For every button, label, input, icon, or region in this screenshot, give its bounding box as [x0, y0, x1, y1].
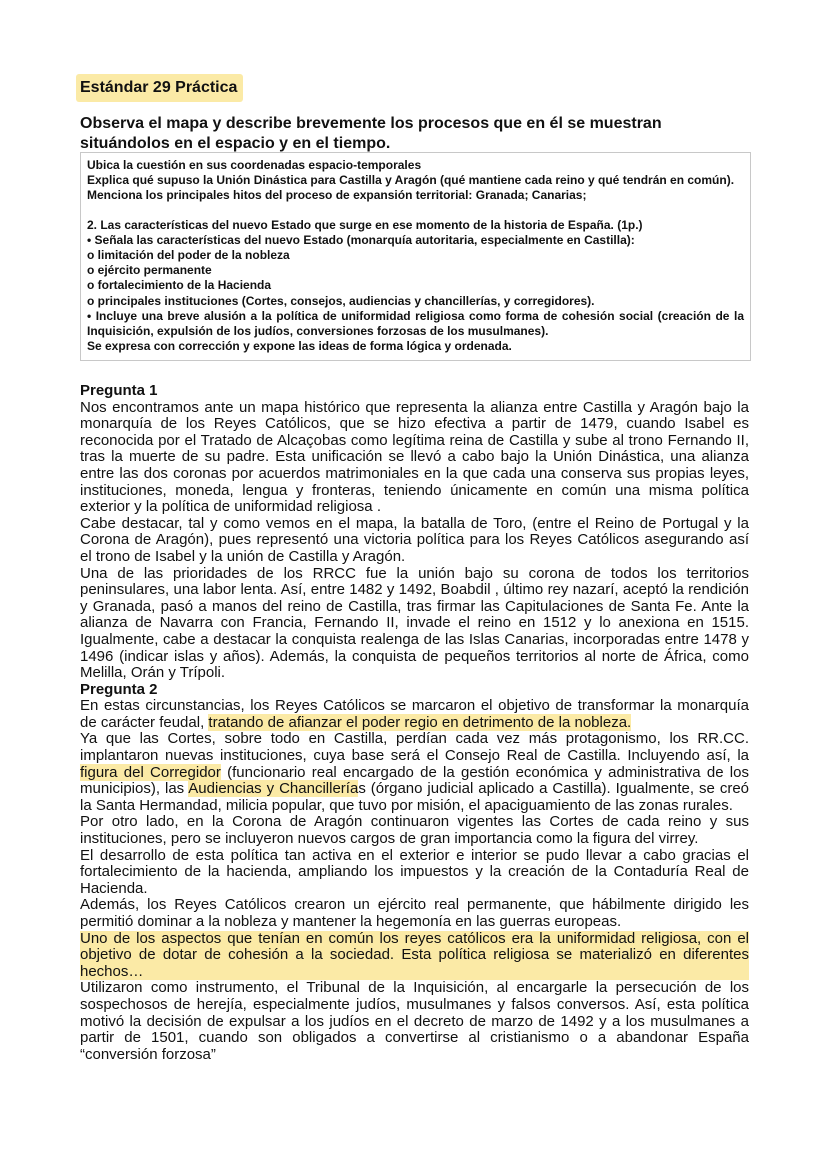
standard-title: Estándar 29 Práctica [76, 74, 243, 102]
q2-text: Ya que las Cortes, sobre todo en Castilla, perdían cada vez más protagonismo, los RR.CC. implantaron nuevas instituciones, cuya base será el Consejo Real de Castilla. Incluyendo así, la [80, 730, 749, 765]
q2-paragraph [80, 698, 749, 731]
criteria-line: Se expresa con corrección y expone las ideas de forma lógica y ordenada. [87, 339, 512, 354]
criteria-line: Ubica la cuestión en sus coordenadas espacio-temporales [87, 158, 422, 172]
exercise-instruction: Observa el mapa y describe brevemente los procesos que en él se muestran situándolos en el espacio y en el tiempo. [80, 115, 662, 152]
q2-paragraph: Utilizaron como instrumento, el Tribunal de la Inquisición, al encargarle la persecución de los sospechosos de herejía, especialmente judíos, musulmanes y falsos conversos. Así, esta política motivó la decisión de expulsar a los judíos en el decreto de marzo de 1492 y a los musulmanes a partir de 1501, cuando son obligados a convertirse al cristianismo o a abandonar España “conversión forzosa” [80, 979, 749, 1063]
highlighted-text: figura del Corregidor [80, 763, 221, 781]
q2-paragraph [80, 731, 749, 814]
criteria-line: • Señala las características del nuevo Estado (monarquía autoritaria, especialmente en Castilla): [87, 232, 635, 247]
q2-paragraph: Por otro lado, en la Corona de Aragón continuaron vigentes las Cortes de cada reino y sus instituciones, pero se incluyeron nuevos cargos de gran importancia como la figura del virrey. [80, 813, 749, 848]
question-1-title: Pregunta 1 [80, 382, 158, 399]
criteria-line: Explica qué supuso la Unión Dinástica para Castilla y Aragón (qué mantiene cada reino y qué tendrán en común). [87, 173, 735, 188]
q1-paragraph: Una de las prioridades de los RRCC fue la unión bajo su corona de todos los territorios peninsulares, una labor lenta. Así, entre 1482 y 1492, Boabdil , último rey nazarí, aceptó la rendición y Granada, pasó a manos del reino de Castilla, tras firmar las Capitulaciones de Santa Fe. Ante la alianza de Navarra con Francia, Fernando II, invade el reino en 1512 y lo anexiona en 1515. Igualmente, cabe a destacar la conquista realenga de las Islas Canarias, incorporadas entre 1478 y 1496 (indicar islas y años). Además, la conquista de pequeños territorios al norte de África, como Melilla, Orán y Trípoli. [80, 564, 749, 682]
q2-paragraph: El desarrollo de esta política tan activa en el exterior e interior se pudo llevar a cabo gracias el fortalecimiento de la hacienda, ampliando los impuestos y la creación de la Contaduría Real de Hacienda. [80, 846, 749, 897]
criteria-line: o ejército permanente [87, 263, 212, 278]
q1-paragraph: Cabe destacar, tal y como vemos en el mapa, la batalla de Toro, (entre el Reino de Portugal y la Corona de Aragón), pues representó una victoria política para los Reyes Católicos asegurando así el trono de Isabel y la unión de Castilla y Aragón. [80, 514, 749, 565]
answers-section [80, 383, 749, 1063]
criteria-line: • Incluye una breve alusión a la política de uniformidad religiosa como forma de cohesión social (creación de la Inquisición, expulsión de los judíos, conversiones forzosas de los musulmanes). [87, 308, 744, 339]
highlighted-text: Audiencias y Chancillería [188, 780, 359, 798]
q2-text: s (órgano judicial aplicado a Castilla). Igualmente, se creó la Santa Hermandad, milicia popular, que tuvo por misión, el apaciguamiento de las zonas rurales. [80, 780, 750, 814]
highlighted-text: tratando de afianzar el poder regio en detrimento de la nobleza. [208, 713, 632, 731]
highlighted-paragraph: Uno de los aspectos que tenían en común los reyes católicos era la uniformidad religiosa, con el objetivo de dotar de cohesión a la sociedad. Esta política religiosa se materializó en diferentes hechos… [80, 929, 749, 980]
criteria-line: 2. Las características del nuevo Estado que surge en ese momento de la historia de España. (1p.) [87, 217, 643, 232]
evaluation-criteria-box [80, 152, 751, 361]
criteria-line: Menciona los principales hitos del proceso de expansión territorial: Granada; Canarias; [87, 188, 587, 203]
criteria-line: o limitación del poder de la nobleza [87, 248, 290, 263]
criteria-spacer [87, 204, 744, 218]
criteria-line: o principales instituciones (Cortes, consejos, audiencias y chancillerías, y corregidores). [87, 293, 595, 308]
q2-paragraph: Además, los Reyes Católicos crearon un ejército real permanente, que hábilmente dirigido les permitió dominar a la nobleza y mantener la hegemonía en las guerras europeas. [80, 896, 749, 930]
q2-text: En estas circunstancias, los Reyes Católicos se marcaron el objetivo de transformar la monarquía de carácter feudal, [80, 697, 749, 731]
question-2-title: Pregunta 2 [80, 680, 158, 698]
criteria-line: o fortalecimiento de la Hacienda [87, 278, 272, 293]
q2-text: (funcionario real encargado de la gestión económica y administrativa de los municipios), las [80, 763, 749, 798]
q1-paragraph: Nos encontramos ante un mapa histórico que representa la alianza entre Castilla y Aragón bajo la monarquía de los Reyes Católicos, que se hizo efectiva a partir de 1479, cuando Isabel es reconocida por el Tratado de Alcaçobas como legítima reina de Castilla y sube al trono Fernando II, tras la muerte de su padre. Esta unificación se llevó a cabo bajo la Unión Dinástica, una alianza entre las dos coronas por acuerdos matrimoniales en la que cada una conserva sus propias leyes, instituciones, moneda, lengua y fronteras, teniendo únicamente en común una misma política exterior y la política de uniformidad religiosa . [80, 398, 749, 516]
